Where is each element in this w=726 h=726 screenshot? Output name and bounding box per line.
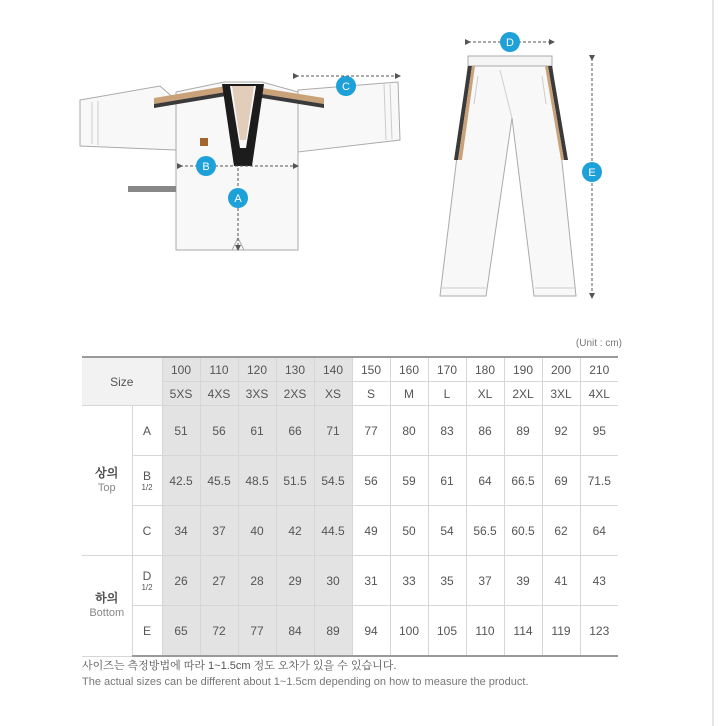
table-cell: 61 — [428, 456, 466, 506]
table-cell: 30 — [314, 556, 352, 606]
table-cell: 62 — [542, 506, 580, 556]
table-cell: 71 — [314, 406, 352, 456]
table-row — [82, 406, 618, 456]
table-cell: 61 — [238, 406, 276, 456]
size-numeric: 130 — [276, 357, 314, 382]
table-cell: 77 — [352, 406, 390, 456]
header-row-numeric — [82, 357, 618, 382]
table-cell: 66 — [276, 406, 314, 456]
table-cell: 29 — [276, 556, 314, 606]
size-letter: 3XS — [238, 382, 276, 406]
table-cell: 51.5 — [276, 456, 314, 506]
measure-letter: B — [142, 469, 151, 483]
size-letter: 2XL — [504, 382, 542, 406]
size-letter: 3XL — [542, 382, 580, 406]
marker-d-label: D — [506, 37, 514, 49]
size-numeric: 180 — [466, 357, 504, 382]
note-english: The actual sizes can be different about 1~1.5cm depending on how to measure the product. — [82, 676, 529, 688]
pants-drawing — [440, 42, 592, 296]
marker-b — [196, 156, 216, 176]
table-cell: 56.5 — [466, 506, 504, 556]
table-cell: 50 — [390, 506, 428, 556]
table-cell: 28 — [238, 556, 276, 606]
size-letter: S — [352, 382, 390, 406]
table-row — [82, 456, 618, 506]
measure-half: 1/2 — [141, 583, 153, 592]
table-cell: 114 — [504, 606, 542, 657]
table-cell: 77 — [238, 606, 276, 657]
table-cell: 69 — [542, 456, 580, 506]
size-header-label: Size — [82, 357, 162, 406]
table-cell: 64 — [466, 456, 504, 506]
measure-half: 1/2 — [141, 483, 153, 492]
table-cell: 34 — [162, 506, 200, 556]
marker-c — [336, 76, 356, 96]
table-cell: 72 — [200, 606, 238, 657]
table-cell: 41 — [542, 556, 580, 606]
measure-letter: A — [142, 423, 151, 438]
table-cell: 44.5 — [314, 506, 352, 556]
table-cell: 110 — [466, 606, 504, 657]
size-numeric: 120 — [238, 357, 276, 382]
size-numeric: 100 — [162, 357, 200, 382]
table-cell: 27 — [200, 556, 238, 606]
table-cell: 66.5 — [504, 456, 542, 506]
table-cell: 35 — [428, 556, 466, 606]
marker-a — [228, 188, 248, 208]
table-cell: 95 — [580, 406, 618, 456]
group-bottom-ko: 하의 — [95, 590, 119, 605]
table-cell: 123 — [580, 606, 618, 657]
size-letter: 2XS — [276, 382, 314, 406]
jacket-drawing — [80, 76, 400, 250]
table-cell: 100 — [390, 606, 428, 657]
table-cell: 84 — [276, 606, 314, 657]
measure-label — [132, 506, 162, 556]
table-cell: 49 — [352, 506, 390, 556]
table-cell: 37 — [466, 556, 504, 606]
marker-e — [582, 162, 602, 182]
size-numeric: 150 — [352, 357, 390, 382]
size-numeric: 210 — [580, 357, 618, 382]
size-numeric: 190 — [504, 357, 542, 382]
table-cell: 89 — [504, 406, 542, 456]
table-cell: 42.5 — [162, 456, 200, 506]
table-cell: 80 — [390, 406, 428, 456]
size-letter: 5XS — [162, 382, 200, 406]
table-cell: 26 — [162, 556, 200, 606]
marker-e-label: E — [588, 167, 596, 179]
measure-label — [132, 606, 162, 657]
size-letter: XS — [314, 382, 352, 406]
size-numeric: 200 — [542, 357, 580, 382]
measure-label — [132, 556, 162, 606]
measure-label — [132, 406, 162, 456]
size-letter: 4XL — [580, 382, 618, 406]
table-cell: 59 — [390, 456, 428, 506]
group-bottom-en: Bottom — [89, 606, 125, 619]
table-cell: 86 — [466, 406, 504, 456]
table-cell: 92 — [542, 406, 580, 456]
table-row — [82, 556, 618, 606]
measure-letter: E — [142, 623, 151, 638]
table-row — [82, 606, 618, 657]
table-cell: 64 — [580, 506, 618, 556]
table-cell: 42 — [276, 506, 314, 556]
table-cell: 119 — [542, 606, 580, 657]
measure-label — [132, 456, 162, 506]
garment-diagram — [0, 0, 726, 330]
size-numeric: 140 — [314, 357, 352, 382]
note-korean: 사이즈는 측정방법에 따라 1~1.5cm 정도 오차가 있을 수 있습니다. — [82, 660, 397, 672]
unit-label: (Unit : cm) — [575, 338, 622, 349]
table-cell: 48.5 — [238, 456, 276, 506]
table-cell: 54.5 — [314, 456, 352, 506]
table-cell: 56 — [352, 456, 390, 506]
table-cell: 33 — [390, 556, 428, 606]
marker-c-label: C — [342, 81, 350, 93]
marker-a-label: A — [234, 193, 242, 205]
size-numeric: 170 — [428, 357, 466, 382]
group-bottom — [82, 556, 132, 657]
size-numeric: 110 — [200, 357, 238, 382]
measure-letter: C — [142, 523, 152, 538]
table-cell: 105 — [428, 606, 466, 657]
table-cell: 40 — [238, 506, 276, 556]
header-row-letter — [82, 382, 618, 406]
table-cell: 39 — [504, 556, 542, 606]
table-cell: 31 — [352, 556, 390, 606]
size-letter: M — [390, 382, 428, 406]
group-top-ko: 상의 — [95, 465, 119, 480]
table-cell: 83 — [428, 406, 466, 456]
size-letter: XL — [466, 382, 504, 406]
size-numeric: 160 — [390, 357, 428, 382]
size-letter: 4XS — [200, 382, 238, 406]
marker-b-label: B — [202, 161, 210, 173]
table-cell: 43 — [580, 556, 618, 606]
measure-letter: D — [142, 569, 152, 583]
table-cell: 51 — [162, 406, 200, 456]
table-cell: 45.5 — [200, 456, 238, 506]
table-cell: 89 — [314, 606, 352, 657]
table-cell: 71.5 — [580, 456, 618, 506]
group-top-en: Top — [97, 481, 116, 494]
size-letter: L — [428, 382, 466, 406]
table-cell: 56 — [200, 406, 238, 456]
table-cell: 54 — [428, 506, 466, 556]
table-cell: 60.5 — [504, 506, 542, 556]
marker-d — [500, 32, 520, 52]
table-cell: 65 — [162, 606, 200, 657]
table-cell: 94 — [352, 606, 390, 657]
size-table — [82, 356, 618, 657]
table-cell: 37 — [200, 506, 238, 556]
group-top — [82, 406, 132, 556]
table-row — [82, 506, 618, 556]
